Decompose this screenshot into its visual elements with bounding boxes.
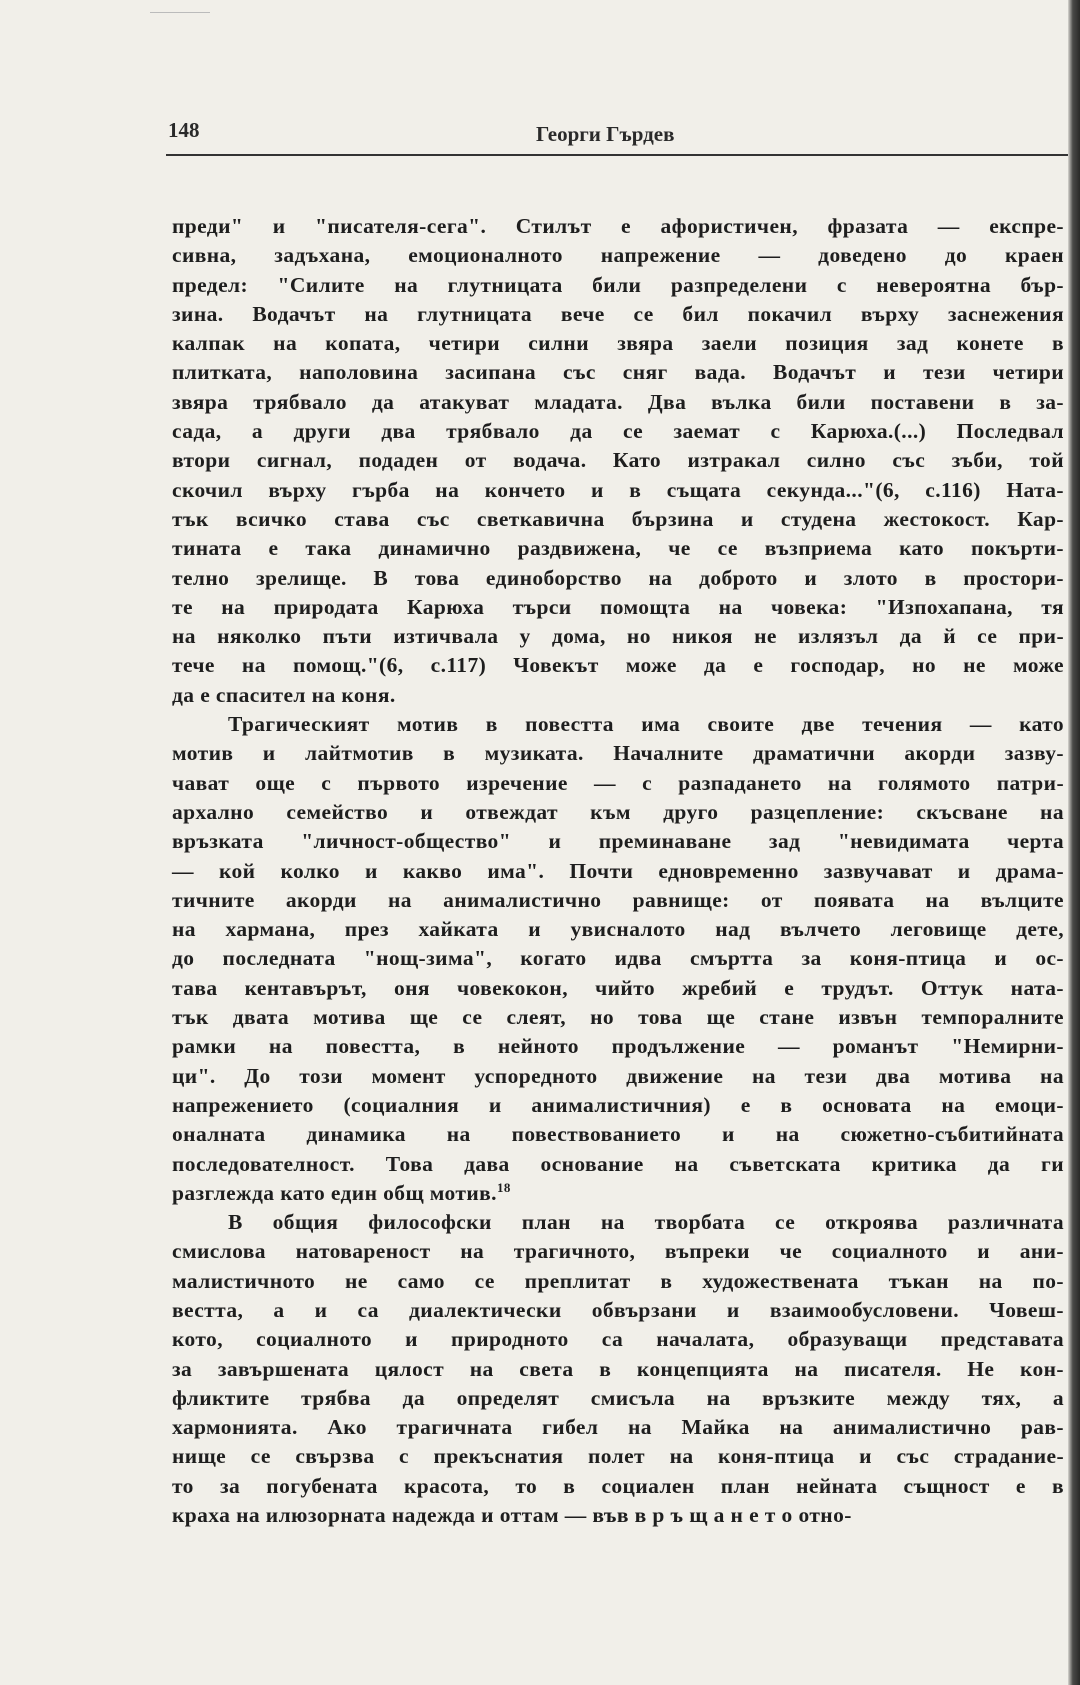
running-header [168,118,1058,154]
text-line: ци". До този момент успоредното движение на тези два мотива на [172,1063,1064,1088]
text-line: на хармана, през хайката и увисналото над вълчето леговище дете, [172,917,1064,942]
text-line: кото, социалното и природното са началата, образуващи представата [172,1327,1064,1352]
text-line: напрежението (социалния и анималистичния) е в основата на емоци- [172,1092,1064,1117]
text-line: предел: "Силите на глутницата били разпределени с невероятна бър- [172,272,1064,297]
text-line: да е спасител на коня. [172,682,396,707]
text-line: тече на помощ."(6, с.117) Човекът може да е господар, но не може [172,653,1064,678]
text-line: малистичното не само се преплитат в художествената тъкан на по- [172,1268,1064,1293]
paragraph [172,710,1072,1208]
text-line: хармонията. Ако трагичната гибел на Майка на анималистично рав- [172,1415,1064,1440]
text-line: сада, а други два трябвало да се заемат с Карюха.(...) Последвал [172,419,1064,444]
footnote-marker: 18 [496,1179,511,1195]
text-line: оналната динамика на повествованието и на сюжетно-събитийната [172,1122,1064,1147]
text-line: втори сигнал, подаден от водача. Като изтракал силно със зъби, той [172,448,1064,473]
text-line: мотив и лайтмотив в музиката. Началните драматични акорди зазву- [172,741,1064,766]
text-line: калпак на копата, четири силни звяра заели позиция зад конете в [172,331,1064,356]
scan-mark [150,12,210,13]
text-line: чават още с първото изречение — с разпадането на голямото патри- [172,770,1064,795]
text-line: на няколко пъти изтичвала у дома, но никоя не излязъл да й се при- [172,624,1064,649]
text-line: В общия философски план на творбата се откроява различната [228,1210,1064,1235]
text-line: звяра трябвало да атакуват младата. Два вълка били поставени в за- [172,389,1064,414]
text-line: последователност. Това дава основание на съветската критика да ги [172,1151,1064,1176]
text-line: до последната "нощ-зима", когато идва смъртта за коня-птица и ос- [172,946,1064,971]
running-header-author: Георги Гърдев [536,122,675,146]
text-line: тината е така динамично раздвижена, че се възприема като покърти- [172,536,1064,561]
text-line: фликтите трябва да определят смисъла на връзките между тях, а [172,1385,1064,1410]
text-line: тък двата мотива ще се слеят, но това ще стане извън темпоралните [172,1005,1064,1030]
text-line: сивна, задъхана, емоционалното напрежение — доведено до краен [172,243,1064,268]
text-line: нище се свързва с прекъснатия полет на коня-птица и със страдание- [172,1444,1064,1469]
text-line: вестта, а и са диалектически обвързани и взаимообусловени. Човеш- [172,1297,1064,1322]
text-line: Трагическият мотив в повестта има своите две течения — като [228,712,1064,737]
text-line: то за погубената красота, то в социален план нейната същност е в [172,1473,1064,1498]
text-line: за завършената цялост на света в концепцията на писателя. Не кон- [172,1356,1064,1381]
text-line: скочил върху гърба на кончето и в същата секунда..."(6, с.116) Ната- [172,477,1064,502]
header-rule [166,154,1068,156]
paragraph [172,212,1072,710]
text-line: тък всичко става със светкавична бързина и студена жестокост. Кар- [172,506,1064,531]
page-number: 148 [168,118,200,142]
text-line: краха на илюзорната надежда и оттам — във в р ъ щ а н е т о отно- [172,1503,852,1528]
text-line: връзката "личност-общество" и преминаване зад "невидимата черта [172,829,1064,854]
text-line: архално семейство и отвеждат към друго разцепление: скъсване на [172,799,1064,824]
text-line: телно зрелище. В това единоборство на доброто и злото в простори- [172,565,1064,590]
text-line: смислова натовареност на трагичното, въпреки че социалното и ани- [172,1239,1064,1264]
text-line: — кой колко и какво има". Почти едновременно зазвучават и драма- [172,858,1064,883]
text-line: рамки на повестта, в нейното продължение — романът "Немирни- [172,1034,1064,1059]
body-text [172,212,1072,1528]
text-line: плитката, наполовина засипана със сняг вада. Водачът и тези четири [172,360,1064,385]
text-line: те на природата Карюха търси помощта на човека: "Изпохапана, тя [172,594,1064,619]
text-line: зина. Водачът на глутницата вече се бил покачил върху заснежения [172,301,1064,326]
text-line: тава кентавърът, оня човекокон, чийто жребий е трудът. Оттук ната- [172,975,1064,1000]
text-line: преди" и "писателя-сега". Стилът е афористичен, фразата — експре- [172,214,1064,238]
paragraph [172,1208,1072,1530]
text-line: разглежда като един общ мотив.$^{18}$ [172,1179,511,1205]
text-line: тичните акорди на анималистично равнище: от появата на вълците [172,887,1064,912]
